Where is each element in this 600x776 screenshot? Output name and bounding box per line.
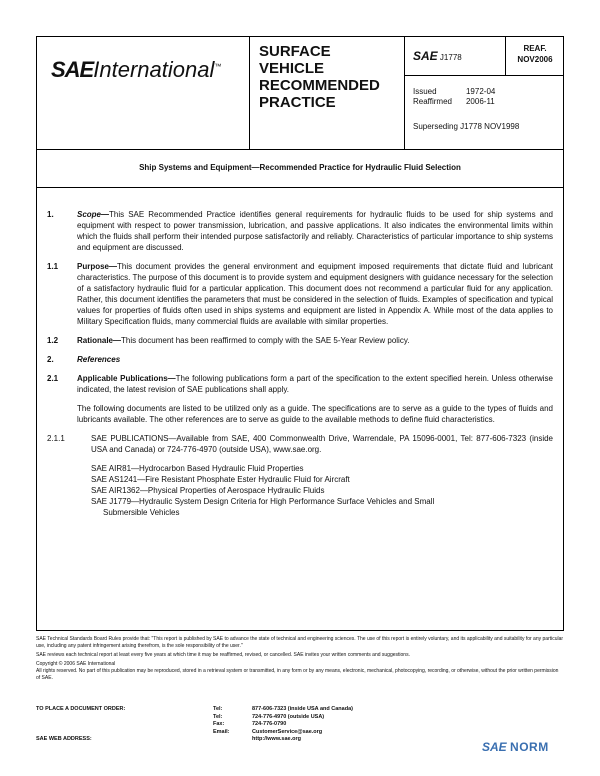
web-link[interactable]: http://www.sae.org [252,736,301,742]
issue-dates: Issued 1972-04 Reaffirmed 2006-11 [413,87,496,106]
reference-list [91,463,553,518]
section-2-1-1: 2.1.1 SAE PUBLICATIONS—Available from SAE, 400 Commonwealth Drive, Warrendale, PA 15096-0001, Tel: 877-606-7323 (inside USA and Canada) or 724-776-4970 (outside USA), www.sae.org. [47,434,553,454]
section-2-1-guide: The following documents are listed to be utilized only as a guide. The specifications are to serve as a guide to the types of fluids and lubricants available. The other references are to serve as guide to the available methods to define fluid characteristics. [77,404,553,424]
email-link[interactable]: CustomerService@sae.org [252,728,323,735]
superseding-note: Superseding J1778 NOV1998 [413,122,520,131]
legal-footer: SAE Technical Standards Board Rules provide that: "This report is published by SAE to advance the state of technical and engineering sciences. The use of this report is entirely voluntary, and its applicability and suitability for any particular use, including any patent infringement arising therefrom, is the sole responsibility of the user." SAE reviews each technical report at least every five years at which time it may be reaffirmed, revised, or cancelled. SAE invites your written comments and suggestions. Copyright © 2006 SAE International All rights reserved. No part of this publication may be reproduced, stored in a retrieval system or transmitted, in any form or by any means, electronic, mechanical, photocopying, recording, or otherwise, without the prior written permission of SAE. [36,636,564,681]
list-item: SAE J1779—Hydraulic System Design Criteria for High Performance Surface Vehicles and Small [91,497,435,506]
document-body [47,209,553,518]
list-item: SAE AS1241—Fire Resistant Phosphate Ester Hydraulic Fluid for Aircraft [91,475,350,484]
document-number: SAE J1778 [413,49,462,63]
section-2-1: 2.1 Applicable Publications—The following publications form a part of the specification to the extent specified herein. Unless otherwise indicated, the latest revision of SAE publications shall apply. [47,374,553,394]
section-1-1: 1.1 Purpose—This document provides the general environment and equipment imposed requirements that dictate fluid and lubricant characteristics. The purpose of this document is to provide system and equipment designers with guidance necessary for the selection of a satisfactory hydraulic fluid for a particular application. This document does not recommend a particular fluid for any application. Rather, this document identifies the parameters that must be considered in the selection of fluids. Examples of specification and typical values for properties of fluids often used in ships systems and equipment are listed in Appendix A. While most of the data applies to Military Specification fluids, many commercial fluids are available with similar properties. [47,262,553,326]
section-1-2: 1.2 Rationale—This document has been reaffirmed to comply with the SAE 5-Year Review policy. [47,336,410,345]
section-1: 1. Scope—This SAE Recommended Practice identifies general requirements for hydraulic fluids to be used for ship systems and equipment with respect to power transmission, lubrication, and passive applications. It also indicates the environmental limits within which the fluids shall perform their intended purpose satisfactorily and reliably. Characteristics of particular importance to ship systems and equipment are discussed. [47,210,553,252]
sae-logo: SAEInternational™ [51,57,222,82]
document-title: Ship Systems and Equipment—Recommended Practice for Hydraulic Fluid Selection [139,163,461,172]
list-item: SAE AIR1362—Physical Properties of Aerospace Hydraulic Fluids [91,486,325,495]
list-item: Submersible Vehicles [103,508,180,517]
document-type: SURFACE VEHICLE RECOMMENDED PRACTICE [259,43,380,111]
document-header [37,37,563,150]
order-info: TO PLACE A DOCUMENT ORDER: Tel: 877-606-7323 (inside USA and Canada) Tel: 724-776-4970 (outside USA) Fax: 724-776-0790 Email: CustomerService@sae.org SAE WEB ADDRESS: http://www.sae.org [36,706,353,742]
section-2: 2. References [47,355,121,364]
sae-norm-logo: SAE NORM [482,740,549,754]
revision-block: REAF. NOV2006 [517,44,553,64]
list-item: SAE AIR81—Hydrocarbon Based Hydraulic Fluid Properties [91,464,304,473]
document-frame [36,36,564,631]
